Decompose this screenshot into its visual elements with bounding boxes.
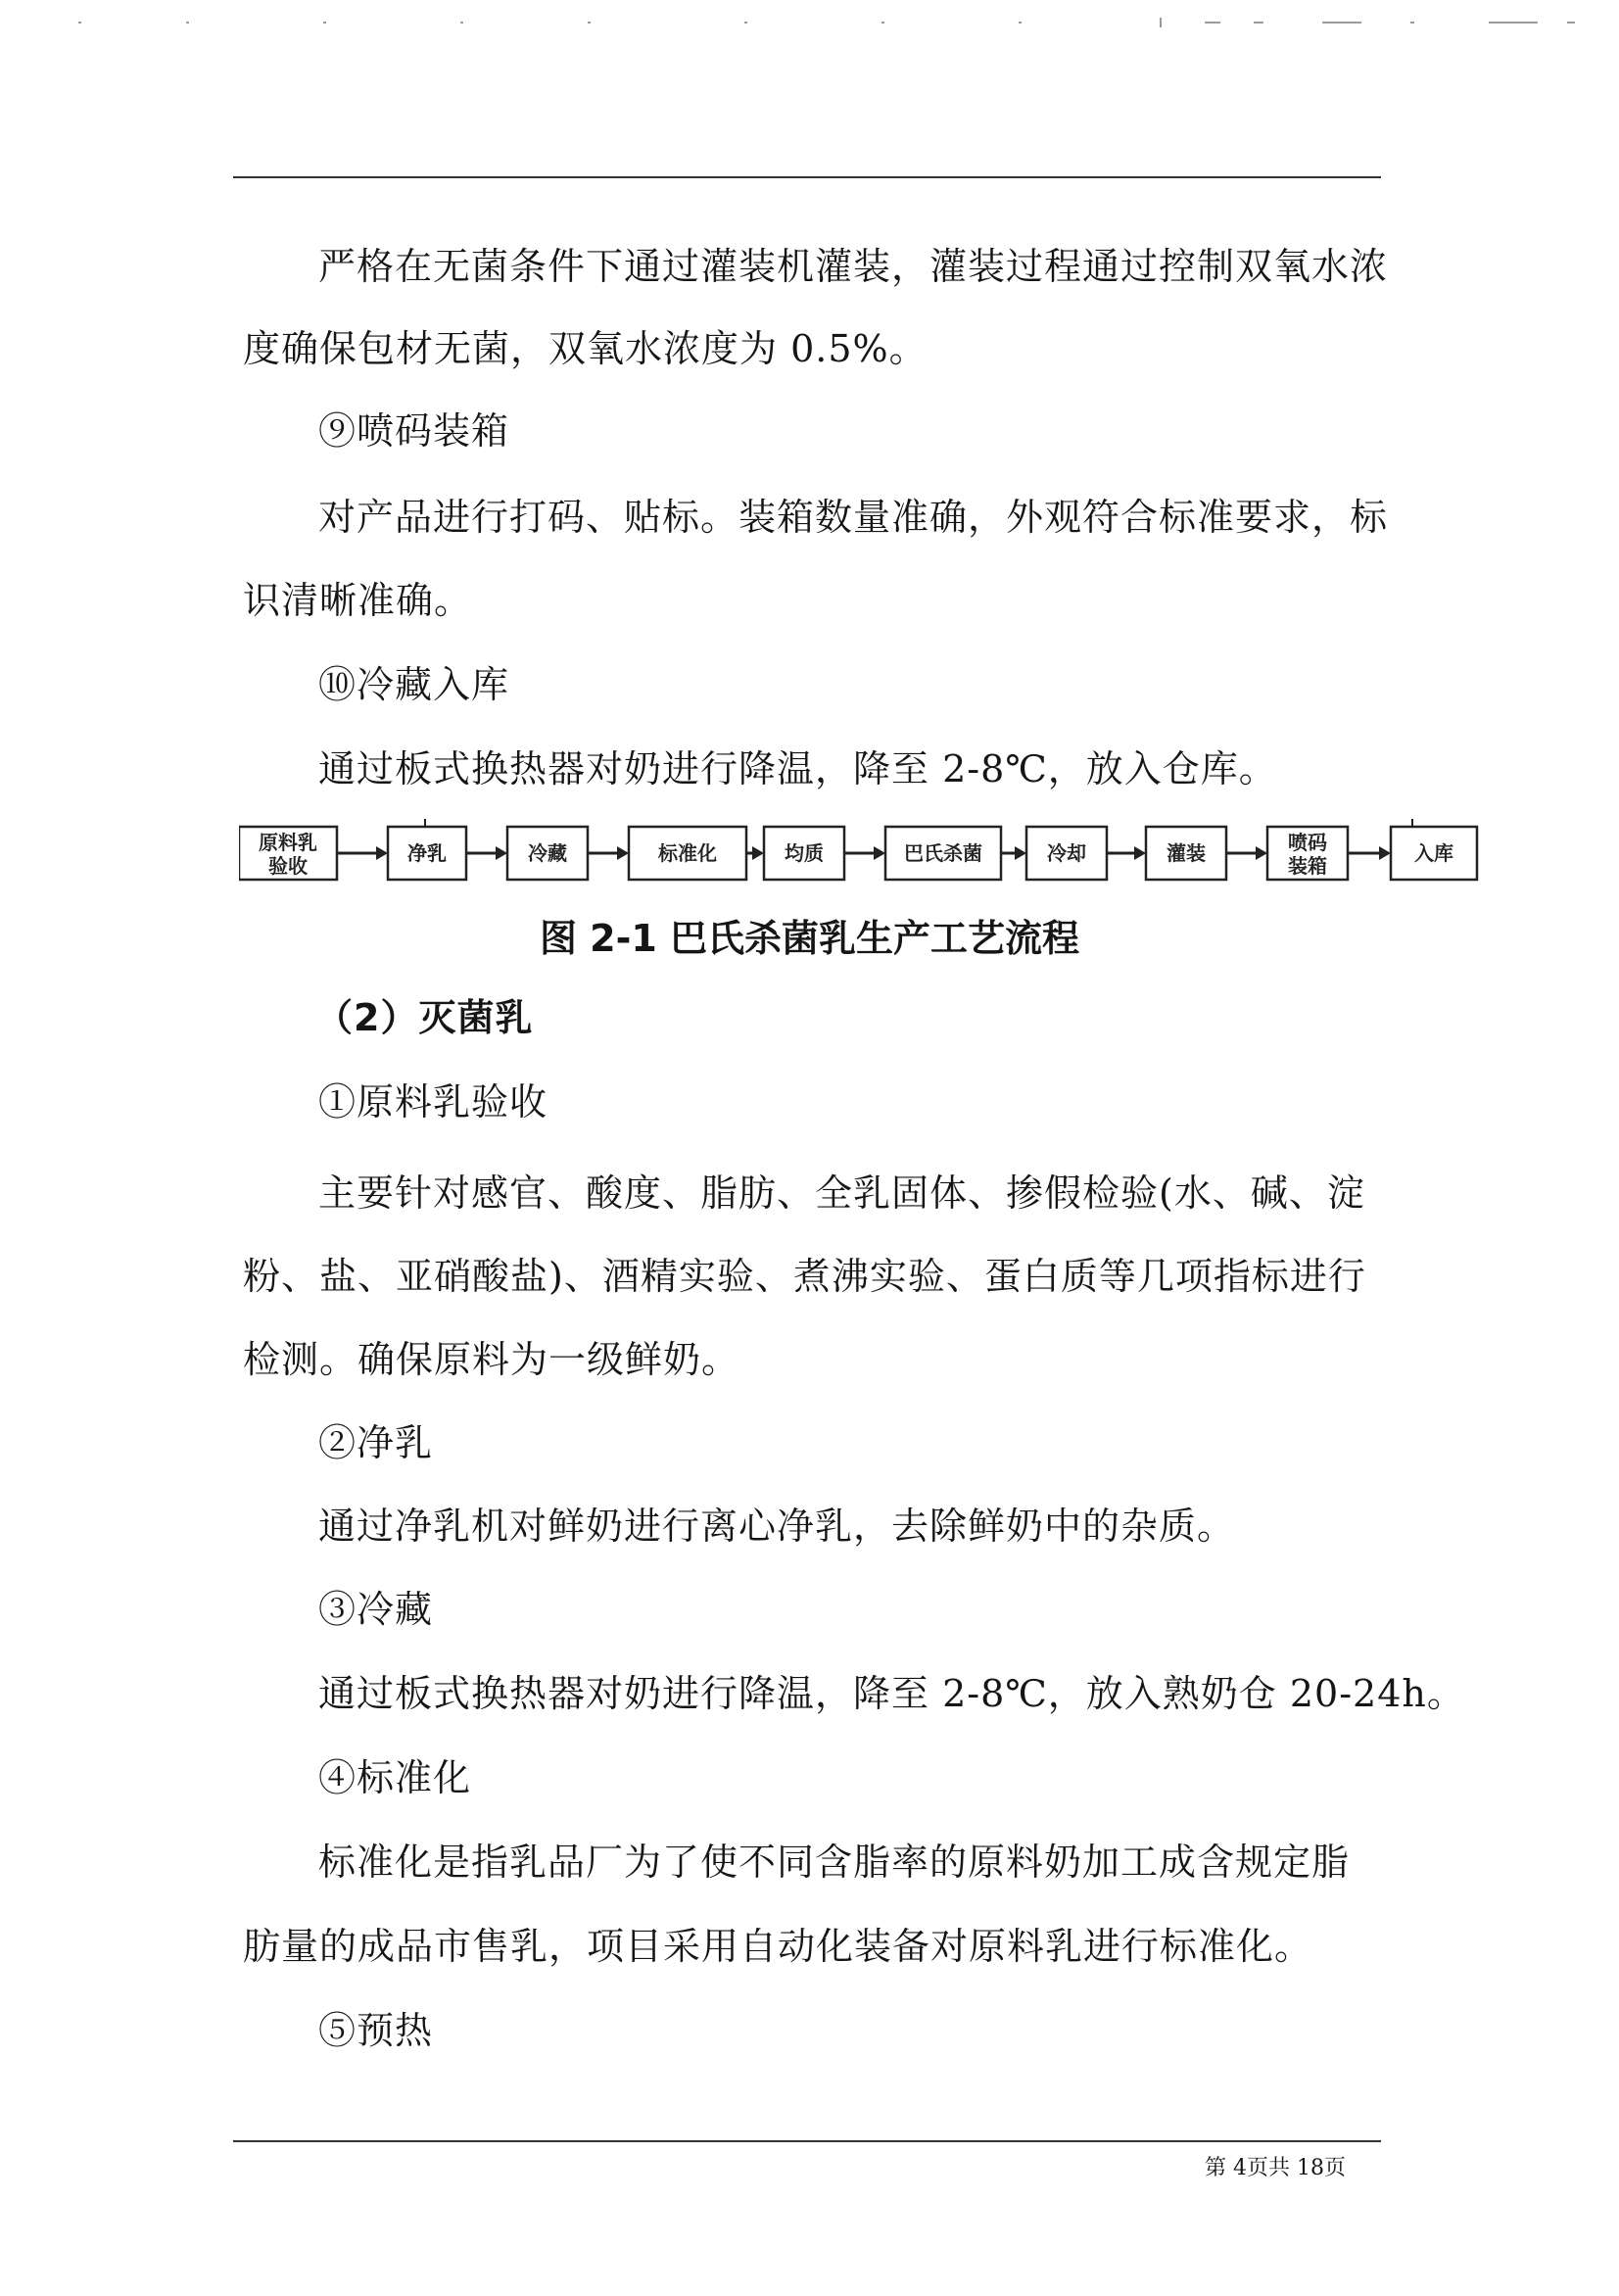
header-rule — [233, 176, 1381, 178]
process-flowchart — [239, 813, 1483, 891]
flow-arrow — [1107, 846, 1146, 860]
flow-step-label: 净乳 — [407, 841, 447, 865]
paragraph-line: 粉、盐、亚硝酸盐)、酒精实验、煮沸实验、蛋白质等几项指标进行 — [243, 1255, 1366, 1298]
flow-arrow — [1001, 846, 1026, 860]
flow-step — [1146, 827, 1226, 880]
paragraph-line: 度确保包材无菌，双氧水浓度为 0.5%。 — [243, 327, 928, 370]
flow-step-label: 喷码 — [1288, 831, 1327, 854]
flow-step-label: 验收 — [268, 854, 308, 878]
flow-step-label: 均质 — [785, 841, 824, 865]
flow-arrow — [588, 846, 629, 860]
scan-noise — [0, 18, 1619, 27]
section-heading: （2）灭菌乳 — [315, 996, 534, 1039]
subheading: ⑤预热 — [318, 2009, 434, 2052]
flow-step — [629, 827, 746, 880]
flow-arrow — [844, 846, 885, 860]
paragraph-line: 主要针对感官、酸度、脂肪、全乳固体、掺假检验(水、碱、淀 — [318, 1172, 1365, 1215]
flow-arrow — [466, 846, 507, 860]
paragraph-line: 对产品进行打码、贴标。装箱数量准确，外观符合标准要求，标 — [318, 496, 1389, 539]
subheading: ①原料乳验收 — [318, 1080, 548, 1124]
figure-caption: 图 2-1 巴氏杀菌乳生产工艺流程 — [539, 917, 1080, 960]
flow-arrow — [746, 846, 764, 860]
flow-arrow — [1348, 846, 1391, 860]
flow-step — [388, 827, 466, 880]
flow-step — [239, 827, 337, 880]
subheading: ④标准化 — [318, 1756, 472, 1799]
flow-step-label: 装箱 — [1288, 854, 1327, 878]
subheading: ⑩冷藏入库 — [318, 663, 510, 706]
flow-step-label: 入库 — [1414, 841, 1453, 865]
flow-arrow — [1226, 846, 1267, 860]
paragraph-line: 肪量的成品市售乳，项目采用自动化装备对原料乳进行标准化。 — [243, 1925, 1313, 1968]
paragraph-line: 检测。确保原料为一级鲜奶。 — [243, 1338, 740, 1381]
flow-step — [885, 827, 1001, 880]
flow-arrow — [337, 846, 388, 860]
flow-step-label: 标准化 — [658, 841, 717, 865]
footer-rule — [233, 2140, 1381, 2142]
subheading: ②净乳 — [318, 1421, 434, 1464]
flow-step-label: 原料乳 — [259, 831, 317, 854]
flow-step — [507, 827, 588, 880]
flow-step — [764, 827, 844, 880]
paragraph-line: 严格在无菌条件下通过灌装机灌装，灌装过程通过控制双氧水浓 — [318, 245, 1389, 288]
paragraph-line: 标准化是指乳品厂为了使不同含脂率的原料奶加工成含规定脂 — [318, 1841, 1351, 1884]
paragraph-line: 通过板式换热器对奶进行降温，降至 2-8℃，放入熟奶仓 20-24h。 — [318, 1672, 1465, 1715]
flow-step-label: 冷藏 — [528, 841, 567, 865]
flow-step-label: 灌装 — [1167, 841, 1206, 865]
subheading: ③冷藏 — [318, 1588, 434, 1631]
flow-step — [1267, 827, 1348, 880]
flow-step-label: 巴氏杀菌 — [904, 841, 982, 865]
paragraph-line: 识清晰准确。 — [243, 579, 473, 622]
paragraph-line: 通过净乳机对鲜奶进行离心净乳，去除鲜奶中的杂质。 — [318, 1505, 1236, 1548]
flow-step — [1026, 827, 1107, 880]
flow-step-label: 冷却 — [1047, 841, 1086, 865]
page-number: 第 4页共 18页 — [1205, 2156, 1346, 2180]
subheading: ⑨喷码装箱 — [318, 409, 510, 453]
flow-step — [1391, 827, 1477, 880]
flowchart-svg — [239, 813, 1483, 891]
paragraph-line: 通过板式换热器对奶进行降温，降至 2-8℃，放入仓库。 — [318, 747, 1277, 790]
